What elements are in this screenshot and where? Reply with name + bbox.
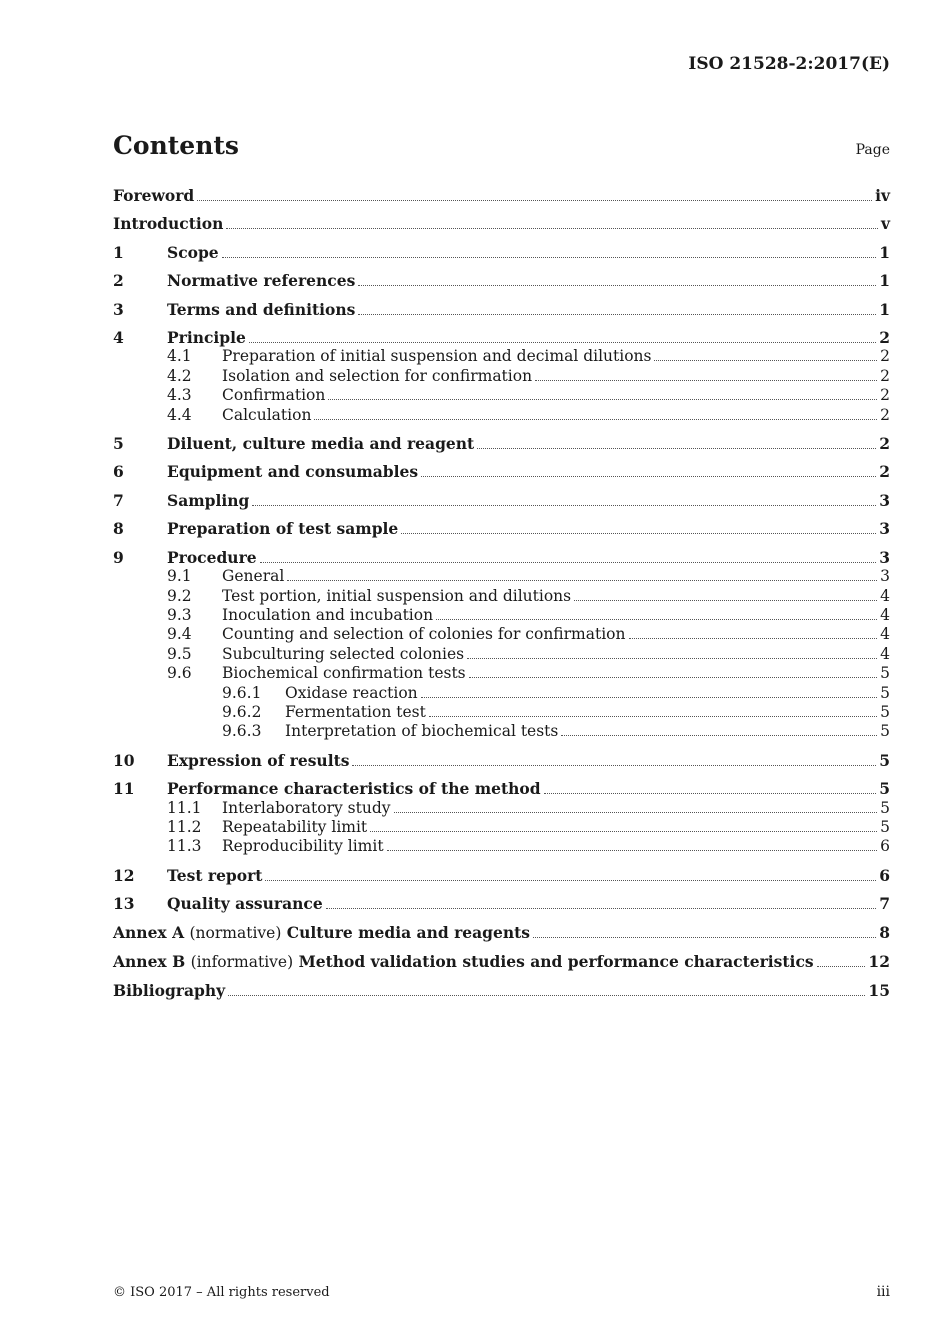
toc-entry-page: 2 (880, 366, 890, 385)
dot-leader (544, 793, 877, 794)
toc-entry-number: 11 (113, 779, 135, 799)
toc-entry-title: Interpretation of biochemical tests (285, 722, 559, 741)
dot-leader (252, 505, 876, 506)
toc-entry-number: 3 (113, 299, 124, 319)
toc-entry-page: 5 (880, 683, 890, 702)
toc-entry-number: 9.3 (167, 605, 192, 624)
toc-entry-title: Oxidase reaction (285, 683, 418, 702)
toc-entry-number: 1 (113, 242, 124, 262)
toc-entry-title: General (222, 567, 285, 586)
toc-entry[interactable] (113, 722, 890, 741)
dot-leader (287, 580, 877, 581)
toc-entry-number: 11.1 (167, 798, 202, 817)
toc-entry[interactable] (113, 243, 890, 262)
toc-entry-title: Performance characteristics of the method (167, 779, 541, 799)
toc-entry[interactable] (113, 645, 890, 664)
toc-entry-number: 4.4 (167, 405, 192, 424)
toc-entry-page: 4 (880, 586, 890, 605)
toc-entry-page: 5 (880, 798, 890, 817)
toc-entry-page: 5 (879, 779, 890, 799)
dot-leader (352, 765, 876, 766)
toc-entry[interactable] (113, 606, 890, 625)
toc-entry-title (113, 952, 816, 972)
toc-entry[interactable] (113, 434, 890, 453)
toc-entry-number: 12 (113, 865, 135, 885)
toc-entry-page: 3 (880, 567, 890, 586)
toc-entry-number: 9.5 (167, 644, 192, 663)
toc-entry-number: 6 (113, 462, 124, 482)
toc-entry[interactable] (113, 491, 890, 510)
toc-entry[interactable] (113, 328, 890, 347)
toc-entry-number: 9.6.3 (222, 722, 262, 741)
dot-leader (469, 677, 877, 678)
toc-entry[interactable] (113, 186, 890, 205)
toc-entry-number: 4.1 (167, 347, 192, 366)
toc-entry[interactable] (113, 799, 890, 818)
toc-entry-page: 2 (879, 434, 890, 454)
toc-entry[interactable] (113, 818, 890, 837)
toc-entry[interactable] (113, 866, 890, 885)
toc-entry-number: 9 (113, 547, 124, 567)
dot-leader (629, 638, 878, 639)
toc-entry-page: 2 (880, 347, 890, 366)
toc-entry-title: Normative references (167, 271, 356, 291)
toc-entry-number: 9.6.1 (222, 683, 262, 702)
toc-entry-title: Procedure (167, 547, 257, 567)
dot-leader (535, 380, 877, 381)
dot-leader (533, 937, 876, 938)
toc-entry-title: Foreword (113, 186, 195, 205)
toc-entry-page: 1 (879, 299, 890, 319)
toc-entry-title: Calculation (222, 405, 312, 424)
copyright-notice: © ISO 2017 – All rights reserved (113, 1285, 330, 1300)
toc-entry-number: 9.1 (167, 567, 192, 586)
dot-leader (401, 533, 876, 534)
dot-leader (574, 600, 877, 601)
dot-leader (226, 228, 878, 229)
annex-type: (informative) (190, 953, 294, 971)
toc-entry-page: 5 (879, 750, 890, 770)
toc-entry[interactable] (113, 548, 890, 567)
toc-entry-page: iv (875, 186, 890, 205)
toc-entry-page: 2 (879, 462, 890, 482)
dot-leader (265, 880, 876, 881)
dot-leader (654, 360, 877, 361)
toc-entry-number: 9.6.2 (222, 702, 262, 721)
page-title: Contents (113, 131, 240, 160)
dot-leader (249, 342, 876, 343)
toc-entry-page: 2 (879, 328, 890, 348)
toc-entry-title: Principle (167, 328, 246, 348)
dot-leader (467, 658, 877, 659)
toc-entry-title: Biochemical confirmation tests (222, 664, 466, 683)
toc-entry-title: Test report (167, 865, 263, 885)
toc-entry[interactable] (113, 519, 890, 538)
toc-entry-page: 2 (880, 405, 890, 424)
toc-entry[interactable] (113, 703, 890, 722)
toc-entry[interactable] (113, 664, 890, 683)
toc-entry-page: 7 (879, 894, 890, 914)
toc-entry-title: Equipment and consumables (167, 462, 419, 482)
footer-page-number: iii (876, 1284, 890, 1300)
dot-leader (222, 257, 877, 258)
toc-entry-page: 3 (879, 519, 890, 539)
toc-entry-title: Interlaboratory study (222, 798, 391, 817)
toc-entry-title: Counting and selection of colonies for confirmation (222, 625, 626, 644)
toc-entry-page: 5 (880, 817, 890, 836)
annex-label: Annex B (113, 952, 186, 971)
toc-entry[interactable] (113, 462, 890, 481)
toc-entry-page: 5 (880, 702, 890, 721)
toc-entry-number: 5 (113, 434, 124, 454)
toc-entry-title: Isolation and selection for confirmation (222, 366, 533, 385)
dot-leader (358, 314, 876, 315)
toc-entry-page: 6 (879, 865, 890, 885)
toc-entry[interactable] (113, 894, 890, 913)
toc-entry-number: 11.3 (167, 837, 202, 856)
toc-entry-page: 5 (880, 722, 890, 741)
toc-entry-title: Test portion, initial suspension and dilutions (222, 586, 572, 605)
document-id: ISO 21528-2:2017(E) (688, 54, 890, 74)
dot-leader (817, 966, 866, 967)
dot-leader (394, 812, 878, 813)
annex-title: Culture media and reagents (286, 922, 531, 942)
annex-title: Method validation studies and performance characteristics (298, 952, 814, 971)
toc-entry-number: 4 (113, 328, 124, 348)
dot-leader (314, 419, 877, 420)
toc-entry-page: 15 (868, 981, 890, 1001)
toc-entry-number: 8 (113, 519, 124, 539)
toc-entry-page: 4 (880, 625, 890, 644)
toc-entry-number: 9.6 (167, 664, 192, 683)
toc-entry-title: Confirmation (222, 386, 326, 405)
toc-entry-title: Bibliography (113, 981, 226, 1001)
dot-leader (328, 399, 877, 400)
toc-entry[interactable] (113, 386, 890, 405)
toc-entry-page: 6 (880, 837, 890, 856)
toc-entry[interactable] (113, 587, 890, 606)
toc-entry-page: v (880, 214, 890, 234)
dot-leader (436, 619, 877, 620)
toc-entry-page: 5 (880, 664, 890, 683)
toc-entry[interactable] (113, 347, 890, 366)
table-of-contents (113, 183, 890, 1001)
toc-entry[interactable] (113, 406, 890, 425)
toc-entry-page: 4 (880, 644, 890, 663)
toc-entry-title (113, 923, 532, 943)
toc-entry-page: 1 (879, 242, 890, 262)
annex-label: Annex A (113, 922, 185, 942)
toc-entry-page: 4 (880, 605, 890, 624)
toc-entry-title: Diluent, culture media and reagent (167, 434, 475, 454)
toc-entry[interactable] (113, 779, 890, 798)
toc-entry-title: Repeatability limit (222, 817, 368, 836)
toc-entry[interactable] (113, 684, 890, 703)
toc-entry-title: Inoculation and incubation (222, 605, 434, 624)
toc-entry-page: 1 (879, 271, 890, 291)
toc-entry-title: Fermentation test (285, 702, 426, 721)
toc-entry[interactable] (113, 214, 890, 233)
toc-entry-title: Expression of results (167, 750, 350, 770)
toc-entry-page: 12 (868, 952, 890, 971)
toc-entry[interactable] (113, 300, 890, 319)
toc-entry-number: 10 (113, 750, 135, 770)
dot-leader (228, 995, 865, 996)
toc-entry-page: 3 (879, 490, 890, 510)
toc-entry[interactable] (113, 981, 890, 1000)
toc-entry-number: 4.3 (167, 386, 192, 405)
dot-leader (421, 697, 877, 698)
toc-entry[interactable] (113, 952, 890, 972)
toc-entry-page: 2 (880, 386, 890, 405)
toc-entry-number: 9.2 (167, 586, 192, 605)
dot-leader (260, 562, 877, 563)
toc-entry-title: Subculturing selected colonies (222, 644, 465, 663)
toc-entry-title: Quality assurance (167, 894, 323, 914)
toc-entry[interactable] (113, 923, 890, 943)
toc-entry-title: Sampling (167, 490, 250, 510)
toc-entry-number: 13 (113, 894, 135, 914)
toc-entry-number: 7 (113, 490, 124, 510)
toc-entry-title: Scope (167, 242, 219, 262)
dot-leader (561, 735, 877, 736)
toc-entry[interactable] (113, 567, 890, 586)
toc-entry-title: Reproducibility limit (222, 837, 384, 856)
toc-entry-number: 2 (113, 271, 124, 291)
toc-entry-title: Introduction (113, 214, 224, 234)
toc-entry-number: 4.2 (167, 366, 192, 385)
dot-leader (429, 716, 877, 717)
toc-entry[interactable] (113, 271, 890, 290)
dot-leader (326, 908, 877, 909)
toc-entry-title: Preparation of test sample (167, 519, 399, 539)
dot-leader (477, 448, 876, 449)
dot-leader (387, 850, 878, 851)
toc-entry[interactable] (113, 367, 890, 386)
dot-leader (370, 831, 877, 832)
toc-entry-title: Preparation of initial suspension and decimal dilutions (222, 347, 652, 366)
toc-entry[interactable] (113, 625, 890, 644)
toc-entry-title: Terms and definitions (167, 299, 356, 319)
dot-leader (421, 476, 876, 477)
dot-leader (358, 285, 876, 286)
dot-leader (197, 200, 872, 201)
toc-entry[interactable] (113, 837, 890, 856)
page-column-label: Page (855, 142, 890, 158)
toc-entry-page: 3 (879, 547, 890, 567)
annex-type: (normative) (189, 923, 282, 942)
toc-entry-number: 9.4 (167, 625, 192, 644)
toc-entry[interactable] (113, 751, 890, 770)
toc-entry-number: 11.2 (167, 817, 202, 836)
toc-entry-page: 8 (879, 922, 890, 942)
